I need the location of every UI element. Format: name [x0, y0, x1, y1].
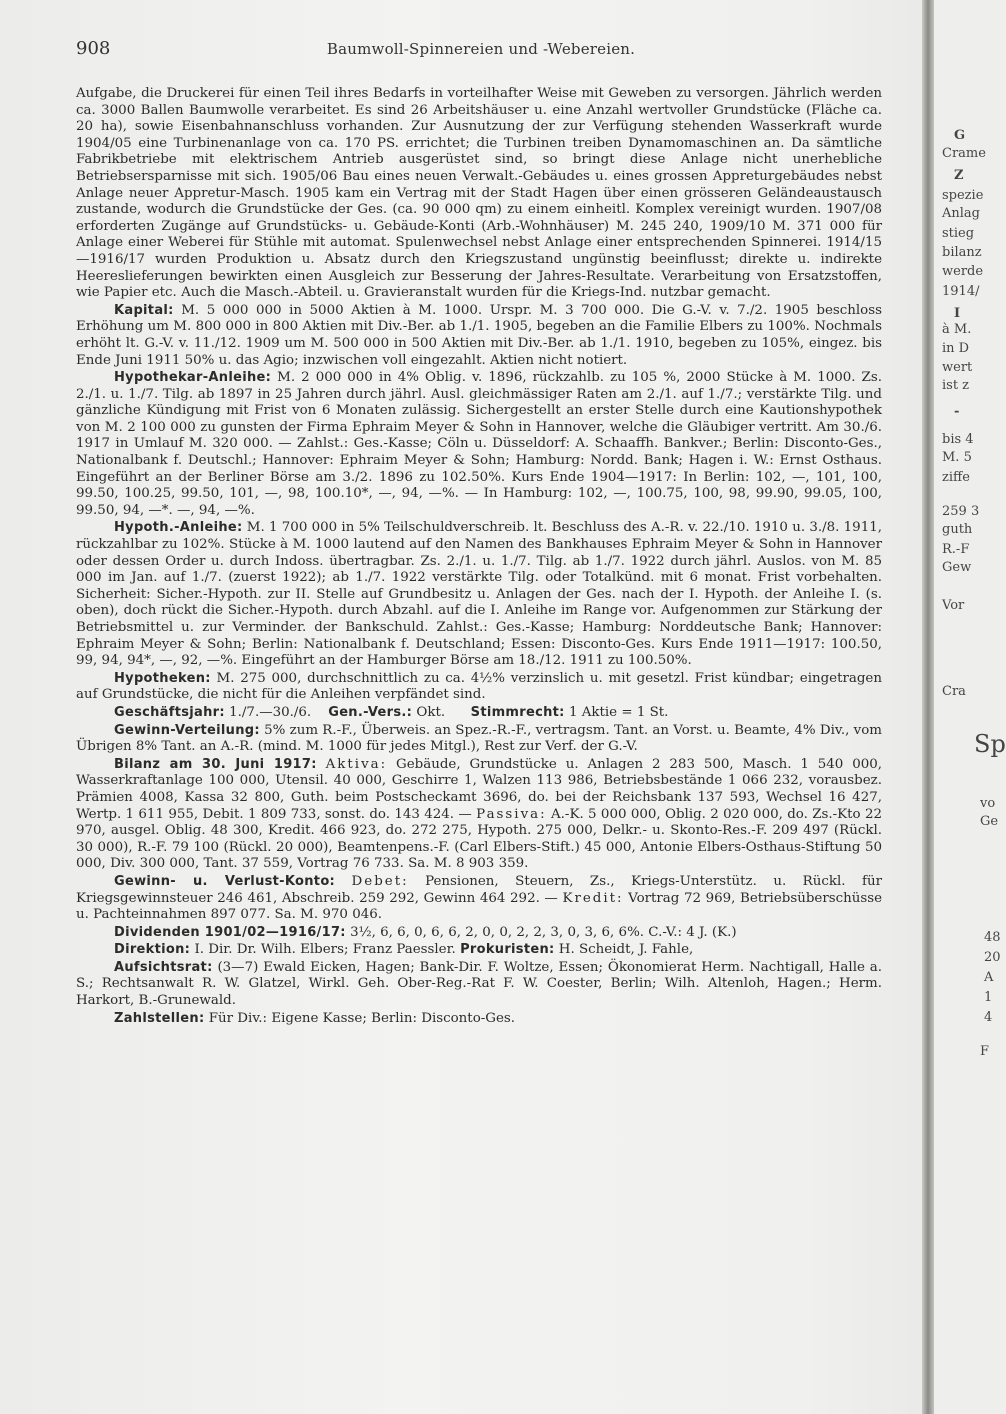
- dividenden-text: 3½, 6, 6, 0, 6, 6, 2, 0, 0, 2, 2, 3, 0, 3, 6, 6%. C.-V.: 4 J. (K.): [350, 924, 737, 940]
- adjacent-fragment: werde: [942, 264, 984, 279]
- hypotheken-label: Hypotheken:: [114, 670, 211, 686]
- hypoth-anleihe-text: M. 1 700 000 in 5% Teilschuldverschreib. lt. Beschluss des A.-R. v. 22./10. 1910 u. 3./8. 1911, rückzahlbar zu 102%. Stücke à M. 1000 lautend auf den Namen des Bankhauses Ephraim Meyer & Sohn in Hannover oder dessen Order u. durch Indoss. übertragbar. Zs. 2./1. u. 1./7. Tilg. ab 1./7. 1922 durch jährl. Auslos. von M. 85 000 im Jan. auf 1./7. (zuerst 1922); ab 1./7. 1922 verstärkte Tilg. oder Totalkünd. mit 6 monat. Frist vorbehalten. Sicherheit: Sicher.-Hypoth. zur II. Stelle auf Grundbesitz u. Anlagen der Ges. nach der I. Hypoth. der Anleihe I. (s. oben), doch rückt die Sicher.-Hypoth. durch Abzahl. auf die I. Anleihe im Range vor. Aufgenommen zur Stärkung der Betriebsmittel u. zur Verminder. der Bankschuld. Zahlst.: Ges.-Kasse; Hamburg: Norddeutsche Bank; Hannover: Ephraim Meyer & Sohn; Berlin: Nationalbank f. Deutschland; Essen: Disconto-Ges. Kurs Ende 1911—1917: 100.50, 99, 94, 94*, —, 92, —%. Eingeführt an der Hamburger Börse am 18./12. 1911 zu 100.50%.: [76, 520, 882, 669]
- adjacent-fragment: F: [980, 1044, 990, 1059]
- aufsichtsrat-paragraph: [76, 960, 882, 1010]
- hypothekar-anleihe-text: M. 2 000 000 in 4% Oblig. v. 1896, rückzahlb. zu 105 %, 2000 Stücke à M. 1000. Zs. 2./1. u. 1./7. Tilg. ab 1897 in 25 Jahren durch jährl. Ausl. gleichmässiger Raten am 2./1. auf 1./7.; verstärkte Tilg. und gänzliche Kündigung mit Frist von 6 Monaten zulässig. Sichergestellt an erster Stelle durch eine Kautionshypothek von M. 2 100 000 zu gunsten der Firma Ephraim Meyer & Sohn in Hannover, welche die Gläubiger vertritt. Am 30./6. 1917 in Umlauf M. 320 000. — Zahlst.: Ges.-Kasse; Cöln u. Düsseldorf: A. Schaaffh. Bankver.; Berlin: Disconto-Ges., Nationalbank f. Deutschl.; Hannover: Ephraim Meyer & Sohn; Hamburg: Nordd. Bank; Hagen i. W.: Ernst Osthaus. Eingeführt an der Berliner Börse am 3./2. 1896 zu 102.50%. Kurs Ende 1904—1917: In Berlin: 102, —, 101, 100, 99.50, 100.25, 99.50, 101, —, 98, 100.10*, —, 94, —%. — In Hamburg: 102, —, 100.75, 100, 98, 99.90, 99.05, 100, 99.50, 94, —*. —, 94, —%.: [76, 370, 882, 518]
- adjacent-fragment: Vor: [942, 598, 965, 613]
- article-body: [76, 86, 882, 1028]
- dividenden-paragraph: [76, 925, 882, 942]
- adjacent-fragment: vo: [980, 796, 996, 811]
- aufsichtsrat-label: Aufsichtsrat:: [114, 959, 213, 975]
- adjacent-fragment: à M.: [942, 322, 972, 337]
- intro-paragraph: Aufgabe, die Druckerei für einen Teil ihres Bedarfs in vorteilhafter Weise mit Geweben zu versorgen. Jährlich werden ca. 3000 Ballen Baumwolle verarbeitet. Es sind 26 Arbeitshäuser u. eine Anzahl wertvoller Grundstücke (Fläche ca. 20 ha), sowie Eisenbahnanschluss vorhanden. Zur Ausnutzung der zur Verfügung stehenden Wasserkraft wurde 1904/05 eine Turbinenanlage von ca. 170 PS. errichtet; die Turbinen treiben Dynamomaschinen an. Da sämtliche Fabrikbetriebe mit elektrischem Antrieb ausgerüstet sind, so bringt diese Anlage nicht unerhebliche Betriebsersparnisse mit sich. 1905/06 Bau eines neuen Verwalt.-Gebäudes u. eines grossen Appreturgebäudes nebst Anlage neuer Appretur-Masch. 1905 kam ein Vertrag mit der Stadt Hagen über einen grösseren Geländeaustausch zustande, wodurch die Grundstücke der Ges. (ca. 90 000 qm) zu einem einheitl. Komplex vereinigt wurden. 1907/08 erforderten Zugänge auf Grundstücks- u. Gebäude-Konti (Arb.-Wohnhäuser) M. 245 240, 1909/10 M. 371 000 für Anlage einer Weberei für Stühle mit automat. Spulenwechsel nebst Anlage einer entsprechenden Spinnerei. 1914/15—1916/17 wurden Produktion u. Absatz durch den Kriegszustand ungünstig beeinflusst; direkte u. indirekte Heereslieferungen bewirkten einen Ausgleich zur Besserung der Jahres-Resultate. Verarbeitung von Ersatzstoffen, wie Papier etc. Auch die Masch.-Abteil. u. Gravieranstalt wurden für die Kriegs-Ind. nutzbar gemacht.: [76, 86, 882, 301]
- adjacent-fragment: Sp: [974, 730, 1006, 758]
- adjacent-fragment: bis 4: [942, 432, 974, 447]
- adjacent-fragment: 1914/: [942, 284, 980, 299]
- aufsichtsrat-text: (3—7) Ewald Eicken, Hagen; Bank-Dir. F. Woltze, Essen; Ökonomierat Herm. Nachtigall, Halle a. S.; Rechtsanwalt R. W. Glatzel, Wirkl. Geh. Ober-Reg.-Rat F. W. Coester, Berlin; Wilh. Altenloh, Hagen.; Herm. Harkort, B.-Grunewald.: [76, 959, 882, 1009]
- geschaeftsjahr-line: [76, 705, 882, 722]
- direktion-text: I. Dir. Dr. Wilh. Elbers; Franz Paessler.: [194, 942, 456, 958]
- zahlstellen-paragraph: [76, 1011, 882, 1028]
- adjacent-fragment: Crame: [942, 146, 986, 161]
- gewinn-verteilung-text: 5% zum R.-F., Überweis. an Spez.-R.-F., vertragsm. Tant. an Vorst. u. Beamte, 4% Div., vom Übrigen 8% Tant. an A.-R. (mind. M. 1000 für jedes Mitgl.), Rest zur Verf. der G.-V.: [76, 722, 882, 755]
- debet-label: Debet:: [351, 873, 409, 889]
- prokuristen-label: Prokuristen:: [460, 942, 555, 958]
- page-number: 908: [76, 38, 111, 59]
- direktion-paragraph: [76, 942, 882, 959]
- zahlstellen-label: Zahlstellen:: [114, 1010, 205, 1026]
- adjacent-fragment: guth: [942, 522, 973, 537]
- adjacent-fragment: ziffe: [942, 470, 970, 485]
- adjacent-fragment: R.-F: [942, 542, 970, 557]
- stimmrecht-label: Stimmrecht:: [470, 704, 565, 720]
- zahlstellen-text: Für Div.: Eigene Kasse; Berlin: Disconto-Ges.: [208, 1010, 516, 1026]
- gewinn-verlust-label: Gewinn- u. Verlust-Konto:: [114, 873, 336, 889]
- adjacent-page-edge: [934, 0, 1006, 1414]
- running-title: Baumwoll-Spinnereien und -Webereien.: [326, 40, 636, 58]
- stimmrecht-value: 1 Aktie = 1 St.: [568, 704, 669, 720]
- adjacent-fragment: Z: [954, 168, 964, 183]
- kapital-label: Kapital:: [114, 302, 174, 318]
- geschaeftsjahr-label: Geschäftsjahr:: [114, 704, 225, 720]
- adjacent-fragment: wert: [942, 360, 973, 375]
- kapital-text: M. 5 000 000 in 5000 Aktien à M. 1000. Urspr. M. 3 700 000. Die G.-V. v. 7./2. 1905 beschloss Erhöhung um M. 800 000 in 800 Aktien mit Div.-Ber. ab 1./1. 1905, begeben an die Familie Elbers zu 100%. Nochmals erhöht lt. G.-V. v. 11./12. 1909 um M. 500 000 in 500 Aktien mit Div.-Ber. ab 1./1. 1910, begeben zu 105%, eingez. bis Ende Juni 1911 50% u. das Agio; inzwischen voll eingezahlt. Aktien nicht notiert.: [76, 302, 882, 368]
- prokuristen-text: H. Scheidt, J. Fahle,: [558, 942, 694, 958]
- hypoth-anleihe-paragraph: [76, 520, 882, 669]
- adjacent-fragment: Gew: [942, 560, 972, 575]
- adjacent-fragment: Anlag: [942, 206, 980, 221]
- gen-vers-value: Okt.: [416, 704, 446, 720]
- adjacent-fragment: 20: [984, 950, 1001, 965]
- adjacent-fragment: in D: [942, 341, 970, 356]
- hypothekar-anleihe-paragraph: [76, 370, 882, 519]
- gewinn-verteilung-paragraph: [76, 723, 882, 756]
- adjacent-fragment: 259 3: [942, 504, 980, 519]
- aktiva-label: Aktiva:: [325, 756, 388, 772]
- adjacent-fragment: 1: [984, 990, 993, 1005]
- adjacent-fragment: spezie: [942, 188, 984, 203]
- page-header: [76, 38, 886, 62]
- adjacent-fragment: A: [984, 970, 994, 985]
- geschaeftsjahr-value: 1./7.—30./6.: [229, 704, 312, 720]
- gen-vers-label: Gen.-Vers.:: [328, 704, 413, 720]
- dividenden-label: Dividenden 1901/02—1916/17:: [114, 924, 346, 940]
- adjacent-fragment: 48: [984, 930, 1001, 945]
- adjacent-fragment: M. 5: [942, 450, 972, 465]
- adjacent-fragment: bilanz: [942, 245, 982, 260]
- adjacent-fragment: I: [954, 306, 961, 321]
- adjacent-fragment: Cra: [942, 684, 966, 699]
- passiva-label: Passiva:: [476, 806, 547, 822]
- aktiva-text: Gebäude, Grundstücke u. Anlagen 2 283 500, Masch. 1 540 000, Wasserkraftanlage 100 000, Utensil. 40 000, Geschirre 1, Walzen 113 986, Betriebsbestände 1 066 232, vorausbez. Prämien 4008, Kassa 32 800, Guth. beim Postscheckamt 3696, do. bei der Reichsbank 137 593, Wechsel 16 427, Wertp. 1 611 955, Debit. 1 809 733, sonst. do. 143 424. —: [76, 756, 883, 822]
- gewinn-verteilung-label: Gewinn-Verteilung:: [114, 722, 260, 738]
- adjacent-fragment: 4: [984, 1010, 993, 1025]
- kredit-text: Vortrag 72 969, Betriebsüberschüsse u. Pachteinnahmen 897 077. Sa. M. 970 046.: [76, 890, 883, 923]
- bilanz-paragraph: [76, 757, 882, 873]
- adjacent-fragment: stieg: [942, 226, 975, 241]
- gewinn-verlust-paragraph: [76, 874, 882, 924]
- hypotheken-paragraph: [76, 671, 882, 704]
- adjacent-fragment: G: [954, 128, 966, 143]
- hypoth-anleihe-label: Hypoth.-Anleihe:: [114, 520, 243, 536]
- hypotheken-text: M. 275 000, durchschnittlich zu ca. 4½% verzinslich u. mit gesetzl. Frist kündbar; eingetragen auf Grundstücke, die nicht für die Anleihen verpfändet sind.: [76, 670, 882, 703]
- kapital-paragraph: [76, 303, 882, 369]
- direktion-label: Direktion:: [114, 942, 191, 958]
- debet-text: Pensionen, Steuern, Zs., Kriegs-Unterstütz. u. Rückl. für Kriegsgewinnsteuer 246 461, Abschreib. 259 292, Gewinn 464 292. —: [76, 873, 882, 906]
- adjacent-fragment: Ge: [980, 814, 999, 829]
- kredit-label: Kredit:: [562, 890, 624, 906]
- adjacent-fragment: -: [954, 404, 960, 419]
- hypothekar-anleihe-label: Hypothekar-Anleihe:: [114, 370, 272, 386]
- adjacent-fragment: ist z: [942, 378, 970, 393]
- book-gutter-shadow: [922, 0, 934, 1414]
- passiva-text: A.-K. 5 000 000, Oblig. 2 020 000, do. Zs.-Kto 22 970, ausgel. Oblig. 48 300, Kredit. 466 923, do. 272 275, Hypoth. 275 000, Delkr.- u. Skonto-Res.-F. 209 497 (Rückl. 30 000), R.-F. 79 100 (Rückl. 20 000), Beamtenpens.-F. (Carl Elbers-Stift.) 45 000, Antonie Elbers-Osthaus-Stiftung 50 000, Div. 300 000, Tant. 37 559, Vortrag 76 733. Sa. M. 8 903 359.: [76, 806, 883, 872]
- bilanz-label: Bilanz am 30. Juni 1917:: [114, 756, 317, 772]
